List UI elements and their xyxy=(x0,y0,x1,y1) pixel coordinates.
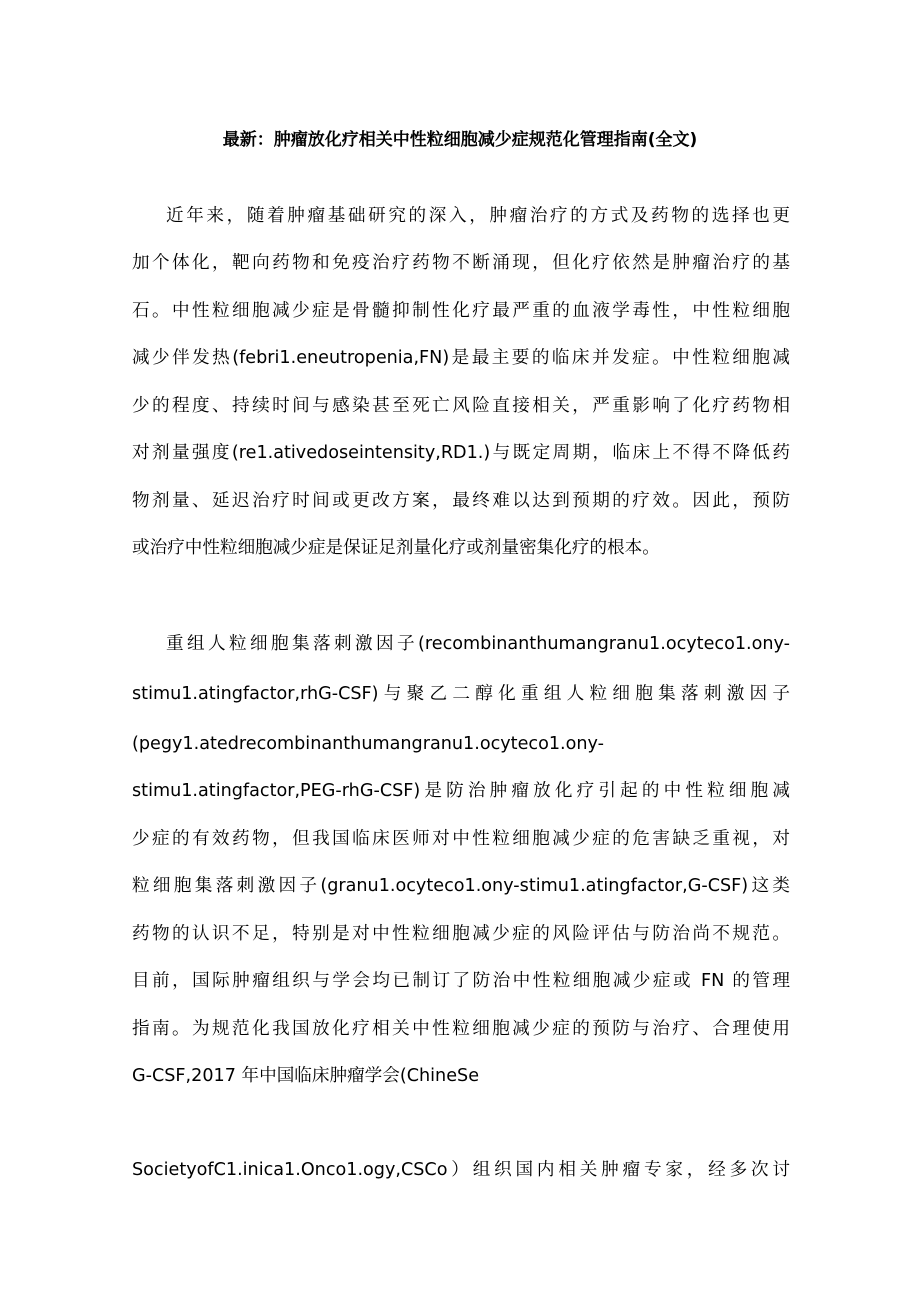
paragraph-3-line-1: SocietyofC1.inica1.Onco1.ogy,CSCo）组织国内相关肿瘤专家，经多次讨 xyxy=(132,1160,790,1180)
paragraph-2-line-4: stimu1.atingfactor,PEG-rhG-CSF)是防治肿瘤放化疗引起的中性粒细胞减 xyxy=(132,781,790,801)
paragraph-2-line-10: G-CSF,2017 年中国临床肿瘤学会(ChineSe xyxy=(132,1066,480,1086)
paragraph-1-line-2: 加个体化，靶向药物和免疫治疗药物不断涌现，但化疗依然是肿瘤治疗的基 xyxy=(132,253,790,273)
paragraph-2-line-6: 粒细胞集落刺激因子(granu1.ocyteco1.ony-stimu1.atingfactor,G-CSF)这类 xyxy=(132,876,790,896)
paragraph-1-line-4: 减少伴发热(febri1.eneutropenia,FN)是最主要的临床并发症。中性粒细胞减 xyxy=(132,348,790,368)
paragraph-1-line-8: 或治疗中性粒细胞减少症是保证足剂量化疗或剂量密集化疗的根本。 xyxy=(132,538,660,558)
paragraph-1-line-7: 物剂量、延迟治疗时间或更改方案，最终难以达到预期的疗效。因此，预防 xyxy=(132,491,790,511)
paragraph-2-line-2: stimu1.atingfactor,rhG-CSF)与聚乙二醇化重组人粒细胞集落刺激因子 xyxy=(132,684,790,704)
paragraph-2-line-8: 目前，国际肿瘤组织与学会均已制订了防治中性粒细胞减少症或 FN 的管理 xyxy=(132,971,790,991)
paragraph-2-line-1: 重组人粒细胞集落刺激因子(recombinanthumangranu1.ocyteco1.ony- xyxy=(166,634,790,654)
paragraph-1-line-1: 近年来，随着肿瘤基础研究的深入，肿瘤治疗的方式及药物的选择也更 xyxy=(166,206,790,226)
paragraph-1-line-3: 石。中性粒细胞减少症是骨髓抑制性化疗最严重的血液学毒性，中性粒细胞 xyxy=(132,301,790,321)
paragraph-2-line-3: (pegy1.atedrecombinanthumangranu1.ocyteco1.ony- xyxy=(132,734,604,754)
paragraph-2-line-9: 指南。为规范化我国放化疗相关中性粒细胞减少症的预防与治疗、合理使用 xyxy=(132,1019,790,1039)
paragraph-2-line-7: 药物的认识不足，特别是对中性粒细胞减少症的风险评估与防治尚不规范。 xyxy=(132,924,790,944)
paragraph-1-line-6: 对剂量强度(re1.ativedoseintensity,RD1.)与既定周期，临床上不得不降低药 xyxy=(132,443,790,463)
paragraph-2-line-5: 少症的有效药物，但我国临床医师对中性粒细胞减少症的危害缺乏重视，对 xyxy=(132,829,790,849)
paragraph-1-line-5: 少的程度、持续时间与感染甚至死亡风险直接相关，严重影响了化疗药物相 xyxy=(132,396,790,416)
document-title: 最新：肿瘤放化疗相关中性粒细胞减少症规范化管理指南(全文) xyxy=(222,130,698,150)
